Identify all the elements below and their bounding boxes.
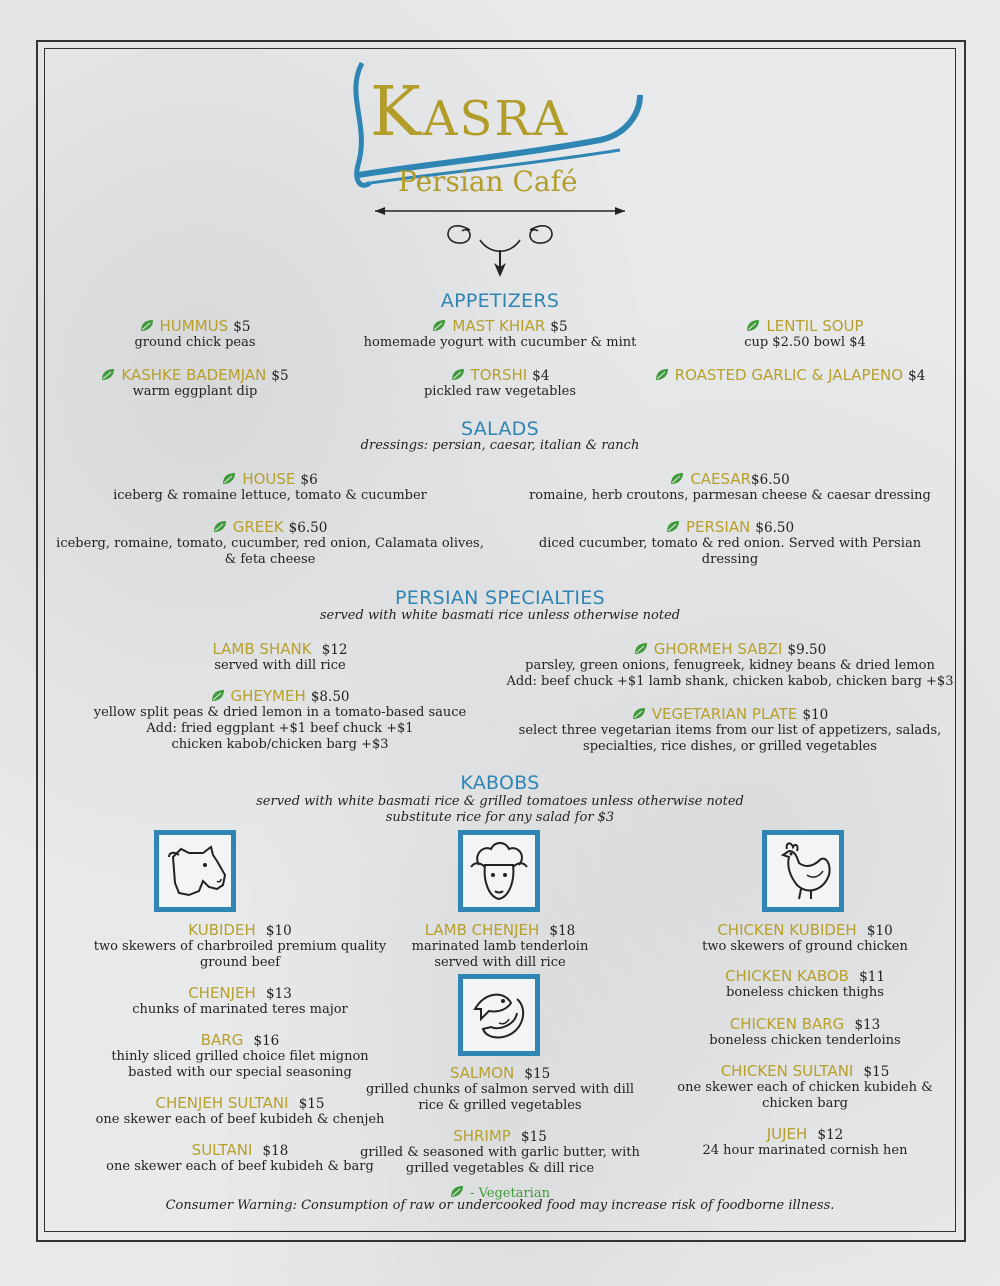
- cow-icon: [159, 835, 231, 907]
- logo: [340, 55, 660, 285]
- menu-item-greek-salad: GREEK $6.50 iceberg, romaine, tomato, cucumber, red onion, Calamata olives, & feta cheese: [56, 518, 484, 567]
- menu-item-chicken-kubideh: CHICKEN KUBIDEH $10 two skewers of ground chicken: [702, 921, 908, 954]
- salads-title: SALADS: [461, 418, 539, 440]
- sheep-icon-box: [458, 830, 540, 912]
- menu-item-lamb-shank: LAMB SHANK $12 served with dill rice: [212, 640, 348, 673]
- chicken-icon: [767, 835, 839, 907]
- menu-item-caesar-salad: CAESAR$6.50 romaine, herb croutons, parmesan cheese & caesar dressing: [529, 470, 931, 503]
- specialties-note: served with white basmati rice unless otherwise noted: [319, 608, 681, 623]
- specialties-title: PERSIAN SPECIALTIES: [395, 587, 605, 609]
- menu-item-vegetarian-plate: VEGETARIAN PLATE $10 select three vegetarian items from our list of appetizers, salads, specialties, rice dishes, or grilled vegetables: [518, 705, 942, 754]
- consumer-warning: Consumer Warning: Consumption of raw or undercooked food may increase risk of foodborne illness.: [165, 1198, 835, 1213]
- leaf-icon: [655, 368, 669, 381]
- menu-item-chenjeh: CHENJEH $13 chunks of marinated teres major: [132, 984, 348, 1017]
- salads-note: dressings: persian, caesar, italian & ranch: [360, 438, 640, 453]
- leaf-icon: [746, 319, 760, 332]
- menu-item-chenjeh-sultani: CHENJEH SULTANI $15 one skewer each of beef kubideh & chenjeh: [95, 1094, 385, 1127]
- menu-item-shrimp: SHRIMP $15 grilled & seasoned with garlic butter, with grilled vegetables & dill rice: [360, 1127, 640, 1176]
- brand-name: Kasra: [370, 73, 570, 152]
- menu-item-sultani: SULTANI $18 one skewer each of beef kubideh & barg: [106, 1141, 374, 1174]
- leaf-icon: [670, 472, 684, 485]
- kabobs-note-2: substitute rice for any salad for $3: [385, 810, 615, 825]
- leaf-icon: [213, 520, 227, 533]
- menu-item-barg: BARG $16 thinly sliced grilled choice filet mignon basted with our special seasoning: [111, 1031, 369, 1080]
- fish-shrimp-icon: [463, 979, 535, 1051]
- menu-item-roasted-garlic: ROASTED GARLIC & JALAPENO $4: [640, 365, 940, 384]
- menu-item-gheymeh: GHEYMEH $8.50 yellow split peas & dried lemon in a tomato-based sauce Add: fried eggplant +$1 beef chuck +$1 chicken kabob/chicken barg +$3: [93, 687, 467, 752]
- leaf-icon: [140, 319, 154, 332]
- menu-item-chicken-barg: CHICKEN BARG $13 boneless chicken tenderloins: [709, 1015, 901, 1048]
- chicken-icon-box: [762, 830, 844, 912]
- menu-item-kubideh: KUBIDEH $10 two skewers of charbroiled premium quality ground beef: [93, 921, 387, 970]
- menu-item-lentil-soup: LENTIL SOUP cup $2.50 bowl $4: [744, 317, 866, 350]
- menu-item-chicken-kabob: CHICKEN KABOB $11 boneless chicken thighs: [725, 967, 885, 1000]
- menu-item-kashke-bademjan: KASHKE BADEMJAN $5 warm eggplant dip: [60, 365, 330, 400]
- sheep-icon: [463, 835, 535, 907]
- kabobs-title: KABOBS: [460, 772, 540, 794]
- leaf-icon: [211, 689, 225, 702]
- menu-item-lamb-chenjeh: LAMB CHENJEH $18 marinated lamb tenderloin served with dill rice: [411, 921, 589, 970]
- leaf-icon: [632, 707, 646, 720]
- menu-item-hummus: HUMMUS $5 ground chick peas: [134, 317, 256, 350]
- leaf-icon: [432, 319, 446, 332]
- leaf-icon: [222, 472, 236, 485]
- leaf-icon: [634, 642, 648, 655]
- vegetarian-legend: - Vegetarian: [400, 1182, 600, 1201]
- menu-item-salmon: SALMON $15 grilled chunks of salmon served with dill rice & grilled vegetables: [365, 1064, 635, 1113]
- kabobs-note-1: served with white basmati rice & grilled tomatoes unless otherwise noted: [256, 794, 744, 809]
- leaf-icon: [101, 368, 115, 381]
- menu-item-jujeh: JUJEH $12 24 hour marinated cornish hen: [702, 1125, 908, 1158]
- fish-shrimp-icon-box: [458, 974, 540, 1056]
- cow-icon-box: [154, 830, 236, 912]
- menu-item-ghormeh-sabzi: GHORMEH SABZI $9.50 parsley, green onions, fenugreek, kidney beans & dried lemon Add: beef chuck +$1 lamb shank, chicken kabob, chicken barg +$3: [506, 640, 954, 689]
- leaf-icon: [666, 520, 680, 533]
- menu-item-mast-khiar: MAST KHIAR $5 homemade yogurt with cucumber & mint: [363, 317, 637, 350]
- menu-item-chicken-sultani: CHICKEN SULTANI $15 one skewer each of chicken kubideh & chicken barg: [677, 1062, 933, 1111]
- menu-item-house-salad: HOUSE $6 iceberg & romaine lettuce, tomato & cucumber: [113, 470, 427, 503]
- brand-subtitle: Persian Café: [398, 165, 578, 198]
- appetizers-title: APPETIZERS: [440, 290, 560, 312]
- leaf-icon: [451, 368, 465, 381]
- leaf-icon: [450, 1185, 464, 1198]
- menu-item-persian-salad: PERSIAN $6.50 diced cucumber, tomato & red onion. Served with Persian dressing: [538, 518, 922, 567]
- menu-item-torshi: TORSHI $4 pickled raw vegetables: [423, 366, 577, 399]
